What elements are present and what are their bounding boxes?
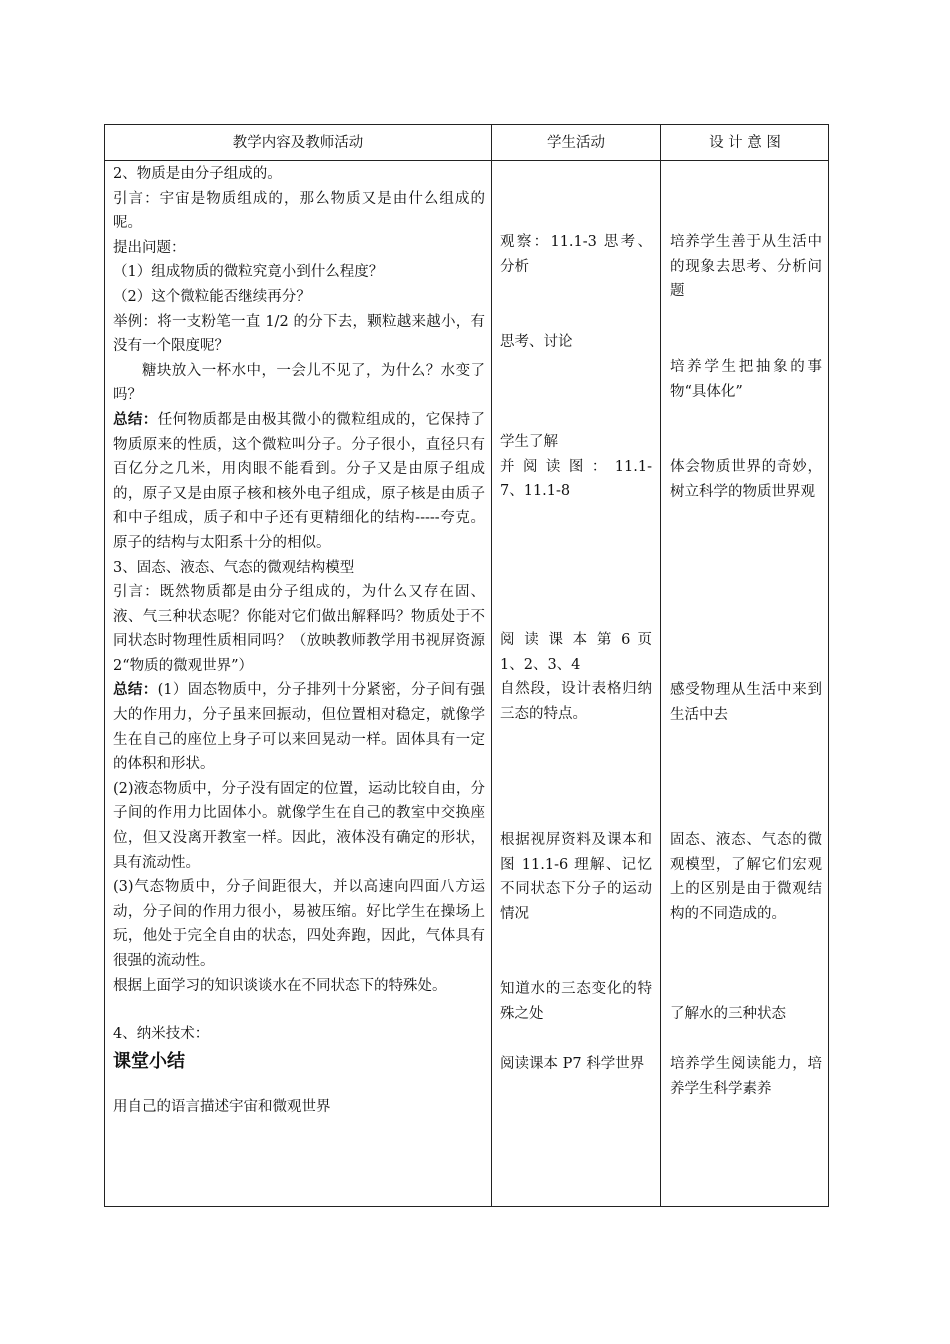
intent-micro-model: 固态、液态、气态的微观模型，了解它们宏观上的区别是由于微观结构的不同造成的。 — [670, 832, 822, 922]
section-2-intro: 引言：宇宙是物质组成的，那么物质又是由什么组成的呢。 — [113, 190, 485, 232]
summary-label: 总结： — [113, 410, 158, 428]
section-2-ask: 提出问题： — [113, 239, 186, 256]
section-2-example: 举例：将一支粉笔一直 1/2 的分下去，颗粒越来越小，有没有一个限度呢？ — [113, 313, 485, 355]
intent-reading: 培养学生阅读能力，培养学生科学素养 — [670, 1056, 822, 1097]
header-design-intent: 设 计 意 图 — [709, 135, 781, 151]
section-3-liquid: (2)液态物质中，分子没有固定的位置，运动比较自由，分子间的作用力比固体小。就像学生在自己的教室中交换座位，但又没离开教室一样。因此，液体没有确定的形状，具有流动性。 — [113, 780, 485, 871]
section-2-sugar: 糖块放入一杯水中，一会儿不见了，为什么？水变了吗？ — [113, 362, 485, 404]
summary-heading: 课堂小结 — [113, 1050, 185, 1072]
student-activity-science-world: 阅读课本 P7 科学世界 — [500, 1056, 645, 1072]
section-2-question-1: （1）组成物质的微粒究竟小到什么程度？ — [113, 264, 384, 281]
section-3-gas: (3)气态物质中，分子间距很大，并以高速向四面八方运动，分子间的作用力很小，易被压缩。好比学生在操场上玩，他处于完全自由的状态，四处奔跑，因此，气体具有很强的流动性。 — [113, 879, 485, 969]
student-activity-discuss: 思考、讨论 — [500, 334, 573, 350]
section-2-title: 2、物质是由分子组成的。 — [113, 166, 282, 182]
summary-text: 任何物质都是由极其微小的微粒组成的，它保持了物质原来的性质，这个微粒叫分子。分子很小，直径只有百亿分之几米，用肉眼不能看到。分子又是由原子组成的，原子又是由原子核和核外电子组成，原子核是由质子和中子组成，质子和中子还有更精细化的结构-----夸克。原子的结构与太阳系十分的相似。 — [113, 411, 485, 551]
section-2-summary — [113, 408, 485, 556]
intent-concretize: 培养学生把抽象的事物“具体化” — [670, 359, 822, 400]
lesson-plan-table — [104, 124, 829, 1207]
header-teacher-activity: 教学内容及教师活动 — [232, 135, 364, 151]
intent-life: 感受物理从生活中来到生活中去 — [670, 682, 822, 723]
header-student-activity: 学生活动 — [547, 135, 605, 151]
student-activity-observe: 观察：11.1-3 思考、分析 — [500, 234, 652, 275]
blank-line — [113, 998, 485, 1022]
section-2-question-2: （2）这个微粒能否继续再分？ — [113, 288, 311, 305]
section-3-intro: 引言：既然物质都是由分子组成的，为什么又存在固、液、气三种状态呢？你能对它们做出解释吗？物质处于不同状态时物理性质相同吗？（放映教师教学用书视屏资源 2“物质的微观世界”） — [113, 584, 485, 674]
solid-text: (1）固态物质中，分子排列十分紧密，分子间有强大的作用力，分子虽来回振动，但位置相对稳定，就像学生在自己的座位上身子可以来回晃动一样。固体具有一定的体积和形状。 — [113, 682, 485, 773]
section-3-title: 3、固态、液态、气态的微观结构模型 — [113, 559, 355, 576]
student-activity-read-textbook: 阅 读 课 本 第 6 页 1、2、3、4 自然段，设计表格归纳三态的特点。 — [500, 632, 652, 722]
student-activity-video: 根据视屏资料及课本和图 11.1-6 理解、记忆不同状态下分子的运动情况 — [500, 832, 652, 922]
student-activity-water-states: 知道水的三态变化的特殊之处 — [500, 981, 652, 1022]
section-4-title: 4、纳米技术： — [113, 1026, 210, 1043]
summary-label: 总结： — [113, 681, 158, 699]
student-activity-read-figures: 学生了解 并 阅 读 图 ： 11.1-7、11.1-8 — [500, 434, 652, 500]
teacher-activity-column — [113, 162, 485, 1119]
summary-text: 用自己的语言描述宇宙和微观世界 — [113, 1098, 331, 1115]
column-divider — [491, 125, 492, 1206]
intent-think: 培养学生善于从生活中的现象去思考、分析问题 — [670, 234, 822, 300]
section-3-solid — [113, 678, 485, 776]
intent-worldview: 体会物质世界的奇妙，树立科学的物质世界观 — [670, 459, 822, 500]
design-intent-column — [670, 162, 822, 1162]
student-activity-column — [500, 162, 652, 1162]
section-3-water: 根据上面学习的知识谈谈水在不同状态下的特殊处。 — [113, 977, 447, 994]
column-divider — [660, 125, 661, 1206]
intent-water-states: 了解水的三种状态 — [670, 1006, 786, 1022]
